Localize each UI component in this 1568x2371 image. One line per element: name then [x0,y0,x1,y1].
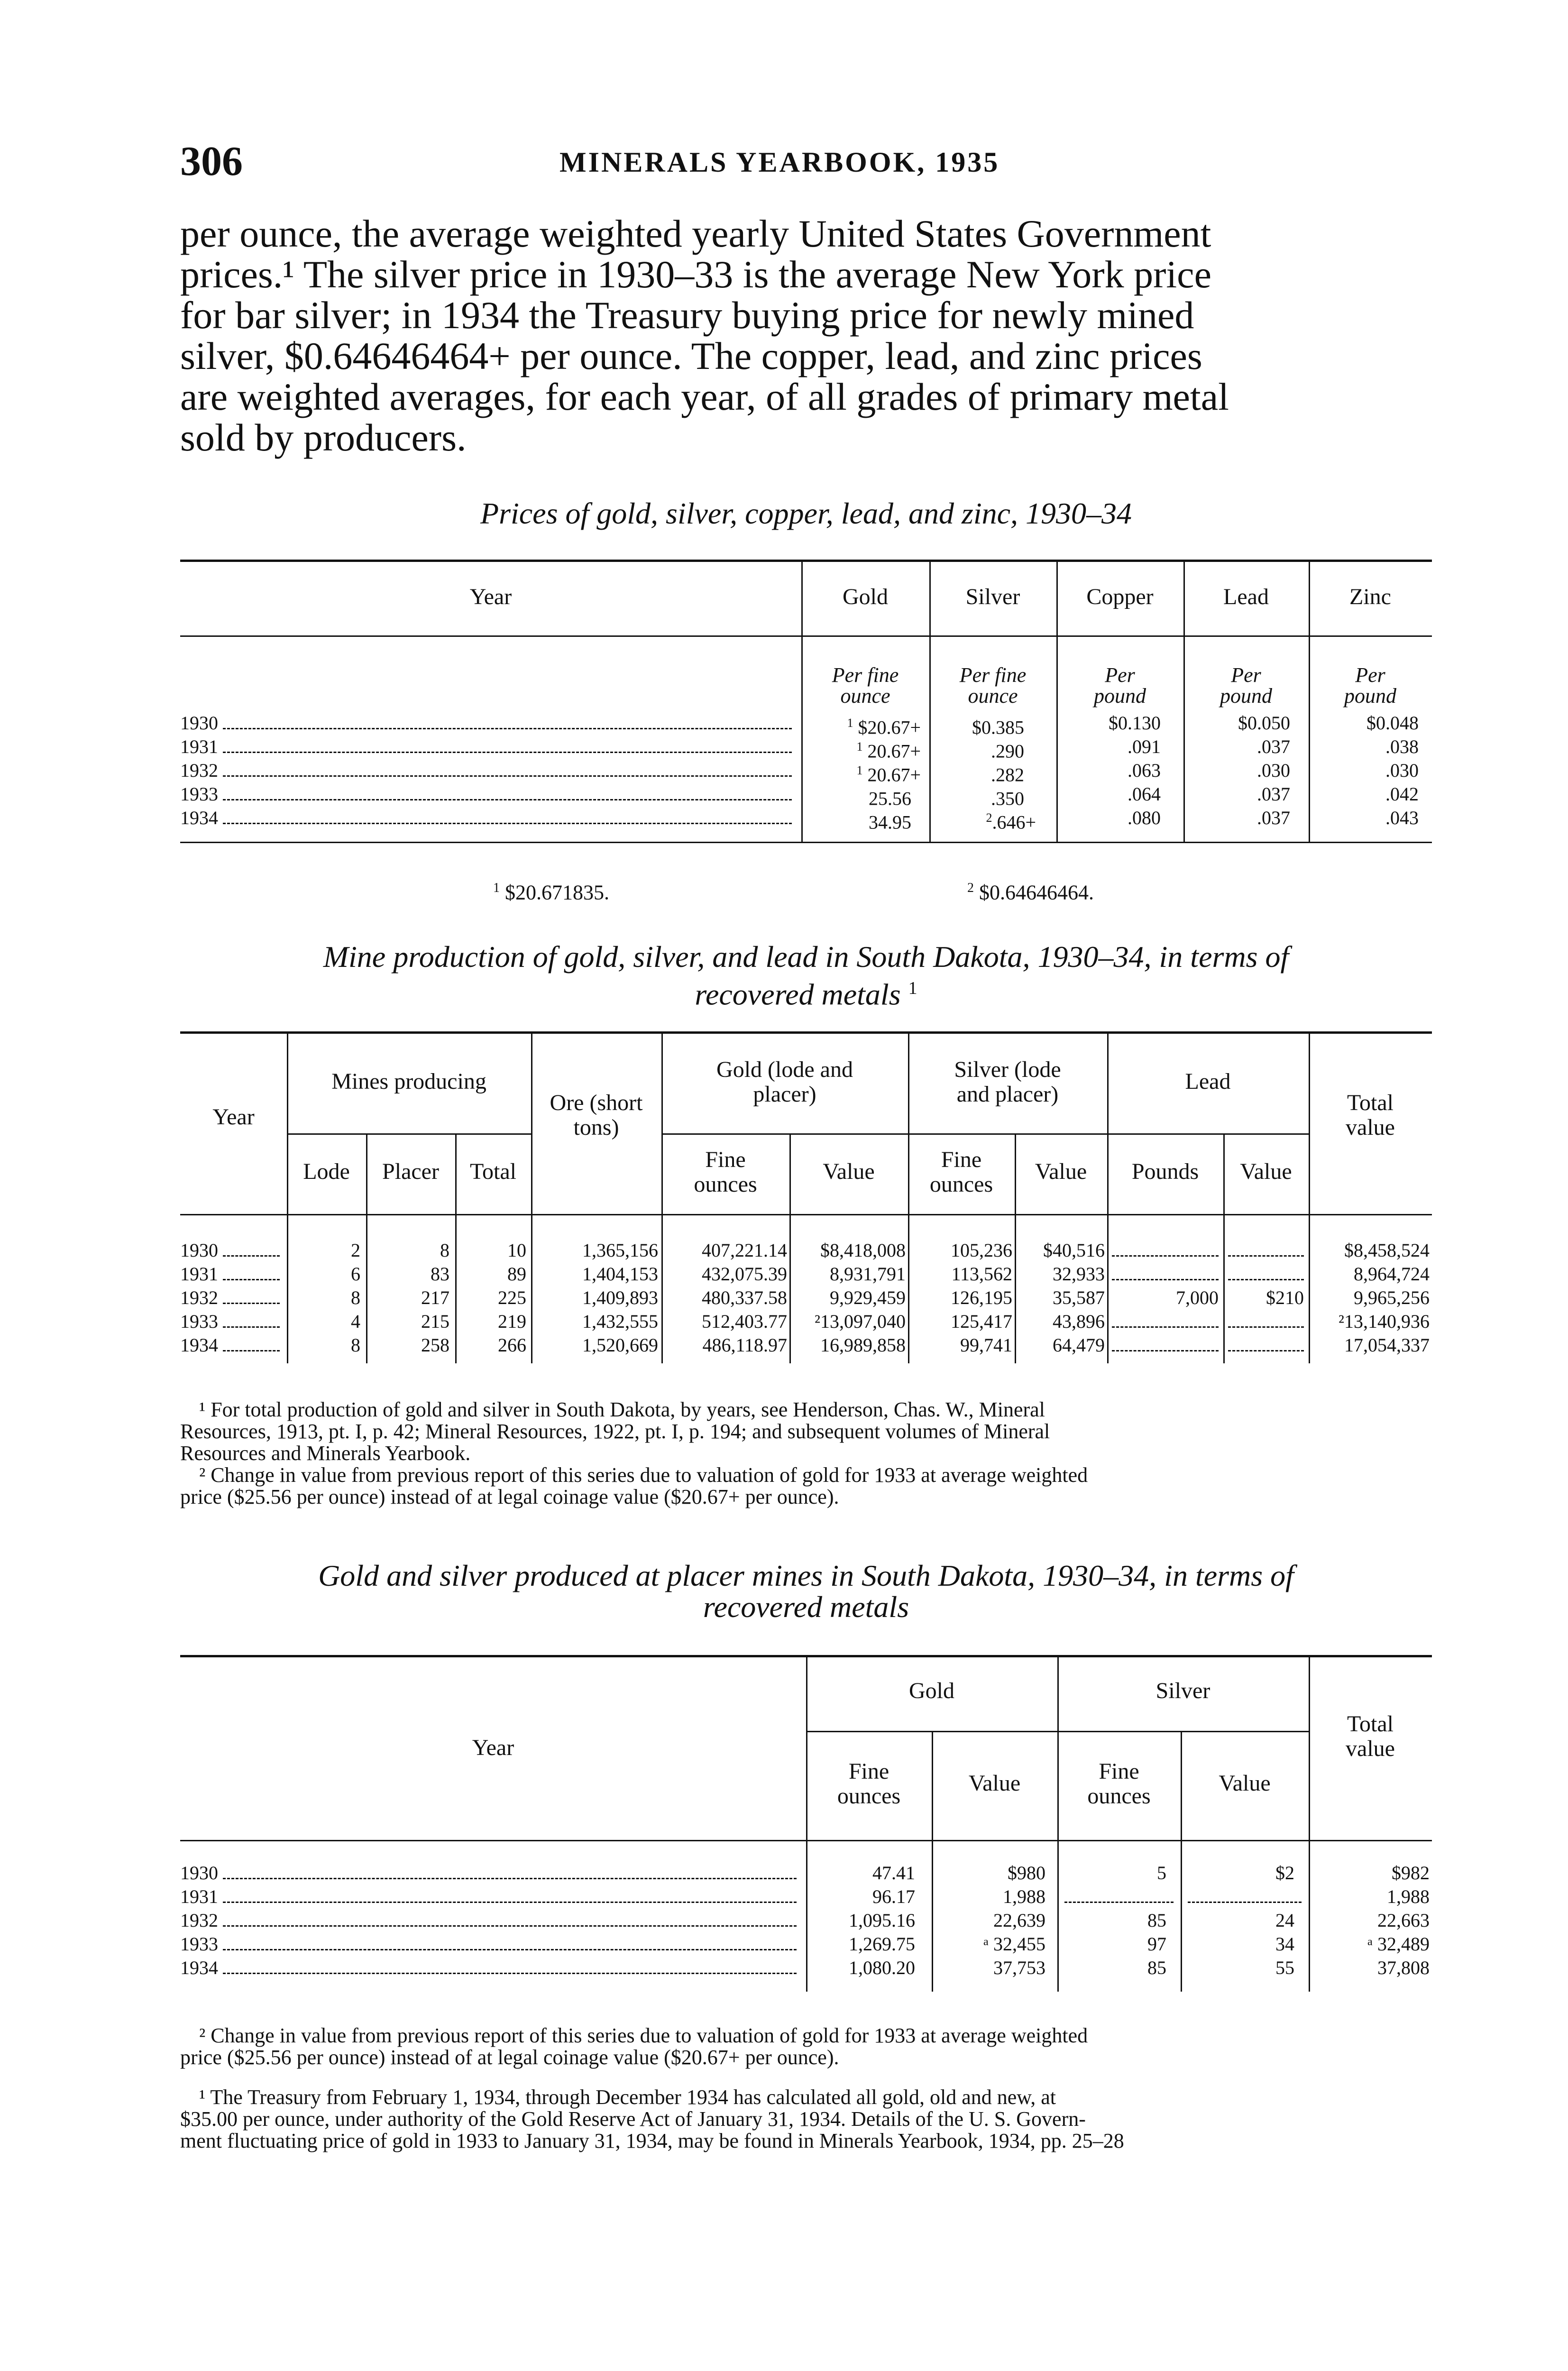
t3-header-silver-value: Value [1219,1771,1271,1796]
t2-header-lead-pounds: Pounds [1131,1159,1199,1184]
t1-unit-lead: Per pound [1220,663,1272,708]
t2-header-gold-oz: Fine ounces [694,1147,757,1197]
t3-header-year: Year [472,1735,514,1760]
t1-unit-copper: Per pound [1094,663,1146,708]
t1-header-year: Year [469,584,512,609]
t1-header-copper: Copper [1086,584,1154,609]
table2-footnotes: ¹ For total production of gold and silver in South Dakota, by years, see Henderson, Chas. W., Mineral Resources, 1913, pt. I, p. 42; Mineral Resources, 1922, pt. I, p. 194; and subsequent volumes of Mineral Resources and Minerals Yearbook. ² Change in value from previous report of this series due to valuation of gold for 1933 at average weighted price ($25.56 per ounce) instead of at legal coinage value ($20.67+ per ounce). [180,1398,1088,1508]
t2-header-mines: Mines producing [331,1069,486,1094]
t1-header-zinc: Zinc [1349,584,1391,609]
t1-unit-silver: Per fine ounce [959,663,1027,708]
t2-header-lead: Lead [1185,1069,1231,1094]
table2: Year Mines producing Lode Placer Total Ore (short tons) Gold (lode and placer) Silver (lode and placer) Lead Total value Fine ounces Value Fine ounces Value Pounds Value 1930 2 8 10 1,365,156 407,221.14 $8,418,008 105,236 $40,516 $8,458,524 1931 6 83 89 1,404,153 432,075.39 8,931,791 113,562 32,933 8,964,724 1932 8 217 225 1,409,893 480,337.58 9,929,459 126,195 35,587 7,000 $210 9,965,256 1933 4 215 219 1,432,555 512,403.77 ²13,097,040 125,417 43,896 ²13,140,936 1934 8 258 266 1,520,669 486,118.97 16,989,858 99,741 64,479 17,054,337 [0,0,1568,2371]
t1-header-silver: Silver [965,584,1020,609]
t3-header-total-value: Total value [1346,1711,1395,1761]
intro-paragraph [180,213,1432,458]
table1-caption: Prices of gold, silver, copper, lead, and zinc, 1930–34 [480,496,1132,530]
t2-header-year: Year [212,1104,255,1130]
t2-header-placer: Placer [382,1159,439,1184]
t3-header-gold: Gold [909,1678,954,1703]
intro-line: for bar silver; in 1934 the Treasury buying price for newly mined [180,294,1194,337]
page-header [180,138,1432,190]
t1-header-lead: Lead [1223,584,1269,609]
t2-header-silver-value: Value [1035,1159,1087,1184]
t2-header-total: Total [470,1159,516,1184]
page-footnote: ¹ The Treasury from February 1, 1934, through December 1934 has calculated all gold, old and new, at $35.00 per ounce, under authority of the Gold Reserve Act of January 31, 1934. Details of the U. S. Govern- ment fluctuating price of gold in 1933 to January 31, 1934, may be found in Minerals Yearbook, 1934, pp. 25–28 [180,2086,1124,2152]
table2-caption: Mine production of gold, silver, and lead in South Dakota, 1930–34, in terms of recovered metals $^1$ [323,940,1289,1011]
table3: Year Gold Silver Total value Fine ounces Value Fine ounces Value 1930 47.41 $980 5 $2 $982 1931 96.17 1,988 1,988 1932 1,095.16 22,639 85 24 22,663 1933 1,269.75 ᵃ 32,455 97 34 ᵃ 32,489 1934 1,080.20 37,753 85 55 37,808 [0,0,1568,2371]
t1-unit-zinc: Per pound [1344,663,1396,708]
intro-line: silver, $0.64646464+ per ounce. The copper, lead, and zinc prices [180,334,1202,377]
t2-header-ore: Ore (short tons) [550,1090,643,1140]
table3-footnotes: ² Change in value from previous report of this series due to valuation of gold for 1933 at average weighted price ($25.56 per ounce) instead of at legal coinage value ($20.67+ per ounce). [180,2024,1088,2069]
table3-caption: Gold and silver produced at placer mines in South Dakota, 1930–34, in terms of recovered metals [318,1559,1294,1624]
t2-header-gold-value: Value [823,1159,875,1184]
t3-header-gold-value: Value [968,1771,1021,1796]
t1-header-gold: Gold [843,584,888,609]
t2-header-lead-value: Value [1240,1159,1292,1184]
t2-header-silver-oz: Fine ounces [929,1147,993,1197]
running-title: MINERALS YEARBOOK, 1935 [559,147,1000,178]
intro-line: per ounce, the average weighted yearly United States Government [180,212,1211,255]
t2-header-silver: Silver (lode and placer) [954,1057,1061,1107]
t2-header-lode: Lode [303,1159,350,1184]
t1-footnote-1: $^1$ $20.671835. [493,881,609,904]
t2-header-gold: Gold (lode and placer) [716,1057,853,1107]
intro-line: are weighted averages, for each year, of all grades of primary metal [180,375,1229,418]
t2-header-total-value: Total value [1346,1090,1395,1140]
t3-header-silver-oz: Fine ounces [1087,1759,1151,1809]
table1: Year Gold Silver Copper Lead Zinc Per fine ounce Per fine ounce Per pound Per pound Per pound 1930 $^1$ $20.67+ $0.385 $0.130 $0.050 $0.048 1931 $^1$ 20.67+ .290 .091 .037 .038 1932 $^1$ 20.67+ .282 .063 .030 .030 1933 25.56 .350 .064 .037 .042 1934 34.95 $^2$.646+ .080 .037 .043 [0,0,1568,2371]
intro-line: sold by producers. [180,416,467,459]
t1-footnote-2: $^2$ $0.64646464. [967,881,1094,904]
t3-header-silver: Silver [1155,1678,1210,1703]
page-number: 306 [180,138,243,184]
intro-line: prices.¹ The silver price in 1930–33 is the average New York price [180,253,1211,296]
t3-header-gold-oz: Fine ounces [837,1759,901,1809]
t1-unit-gold: Per fine ounce [832,663,899,708]
